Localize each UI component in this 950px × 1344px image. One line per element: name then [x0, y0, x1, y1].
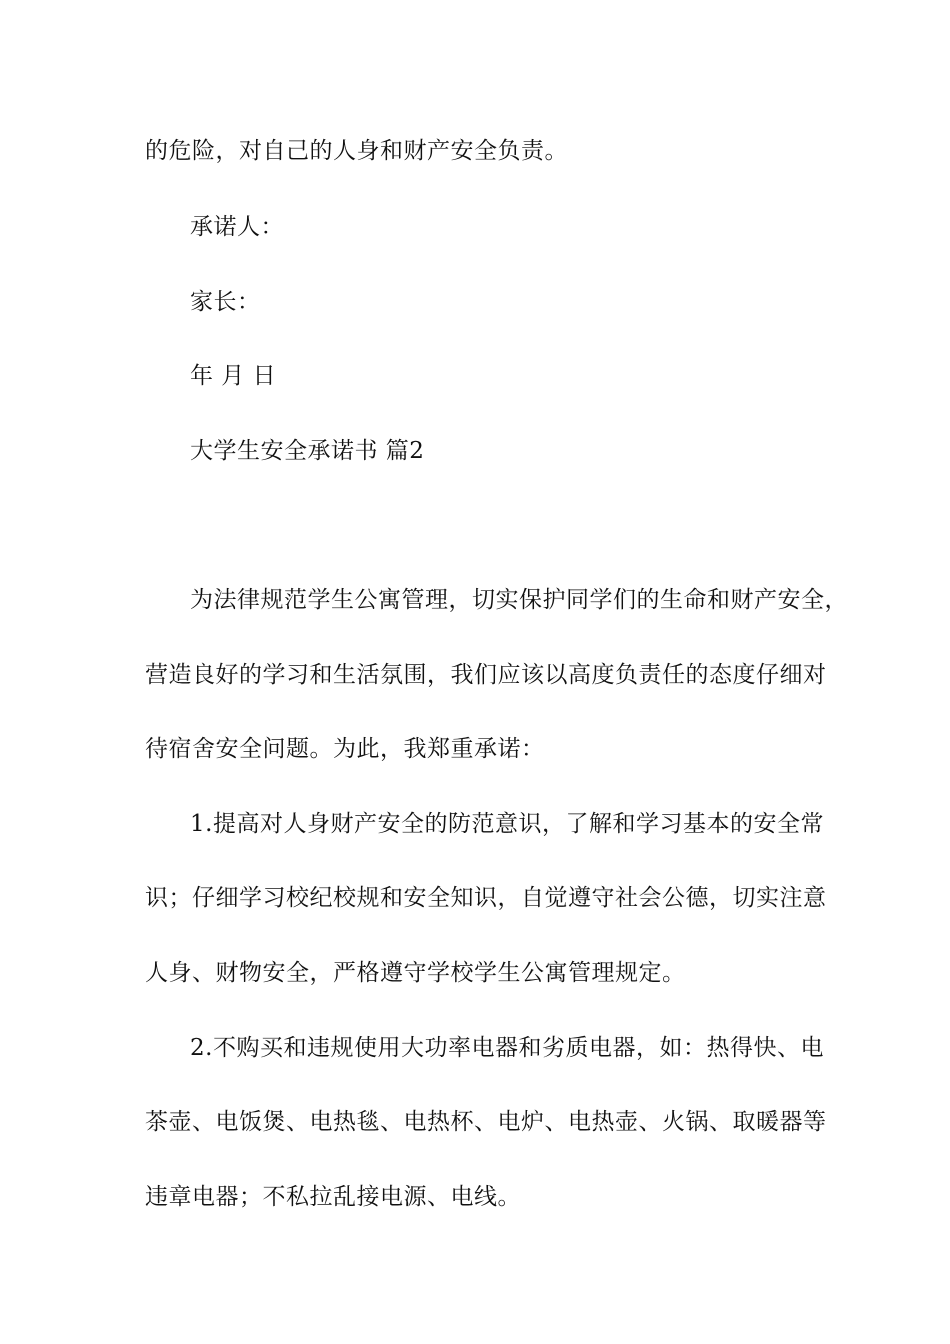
paragraph-intro-line-3: 待宿舍安全问题。为此，我郑重承诺： [145, 736, 545, 762]
item-2-line-2: 茶壶、电饭煲、电热毯、电热杯、电炉、电热壶、火锅、取暖器等 [145, 1109, 827, 1135]
item-1-line-2: 识；仔细学习校纪校规和安全知识，自觉遵守社会公德，切实注意 [145, 885, 827, 911]
item-1-line-1: 1.提高对人身财产安全的防范意识，了解和学习基本的安全常 [190, 811, 824, 837]
section-heading: 大学生安全承诺书 篇2 [190, 438, 425, 464]
signatory-label: 承诺人： [190, 214, 284, 240]
paragraph-intro-line-1: 为法律规范学生公寓管理，切实保护同学们的生命和财产安全， [190, 587, 848, 613]
date-label: 年 月 日 [190, 363, 277, 389]
item-1-line-3: 人身、财物安全，严格遵守学校学生公寓管理规定。 [145, 960, 686, 986]
text-line-1: 的危险，对自己的人身和财产安全负责。 [145, 138, 568, 164]
parent-label: 家长： [190, 289, 261, 315]
item-2-line-1: 2.不购买和违规使用大功率电器和劣质电器，如：热得快、电 [190, 1035, 824, 1061]
paragraph-intro-line-2: 营造良好的学习和生活氛围，我们应该以高度负责任的态度仔细对 [145, 662, 827, 688]
item-2-line-3: 违章电器；不私拉乱接电源、电线。 [145, 1184, 521, 1210]
